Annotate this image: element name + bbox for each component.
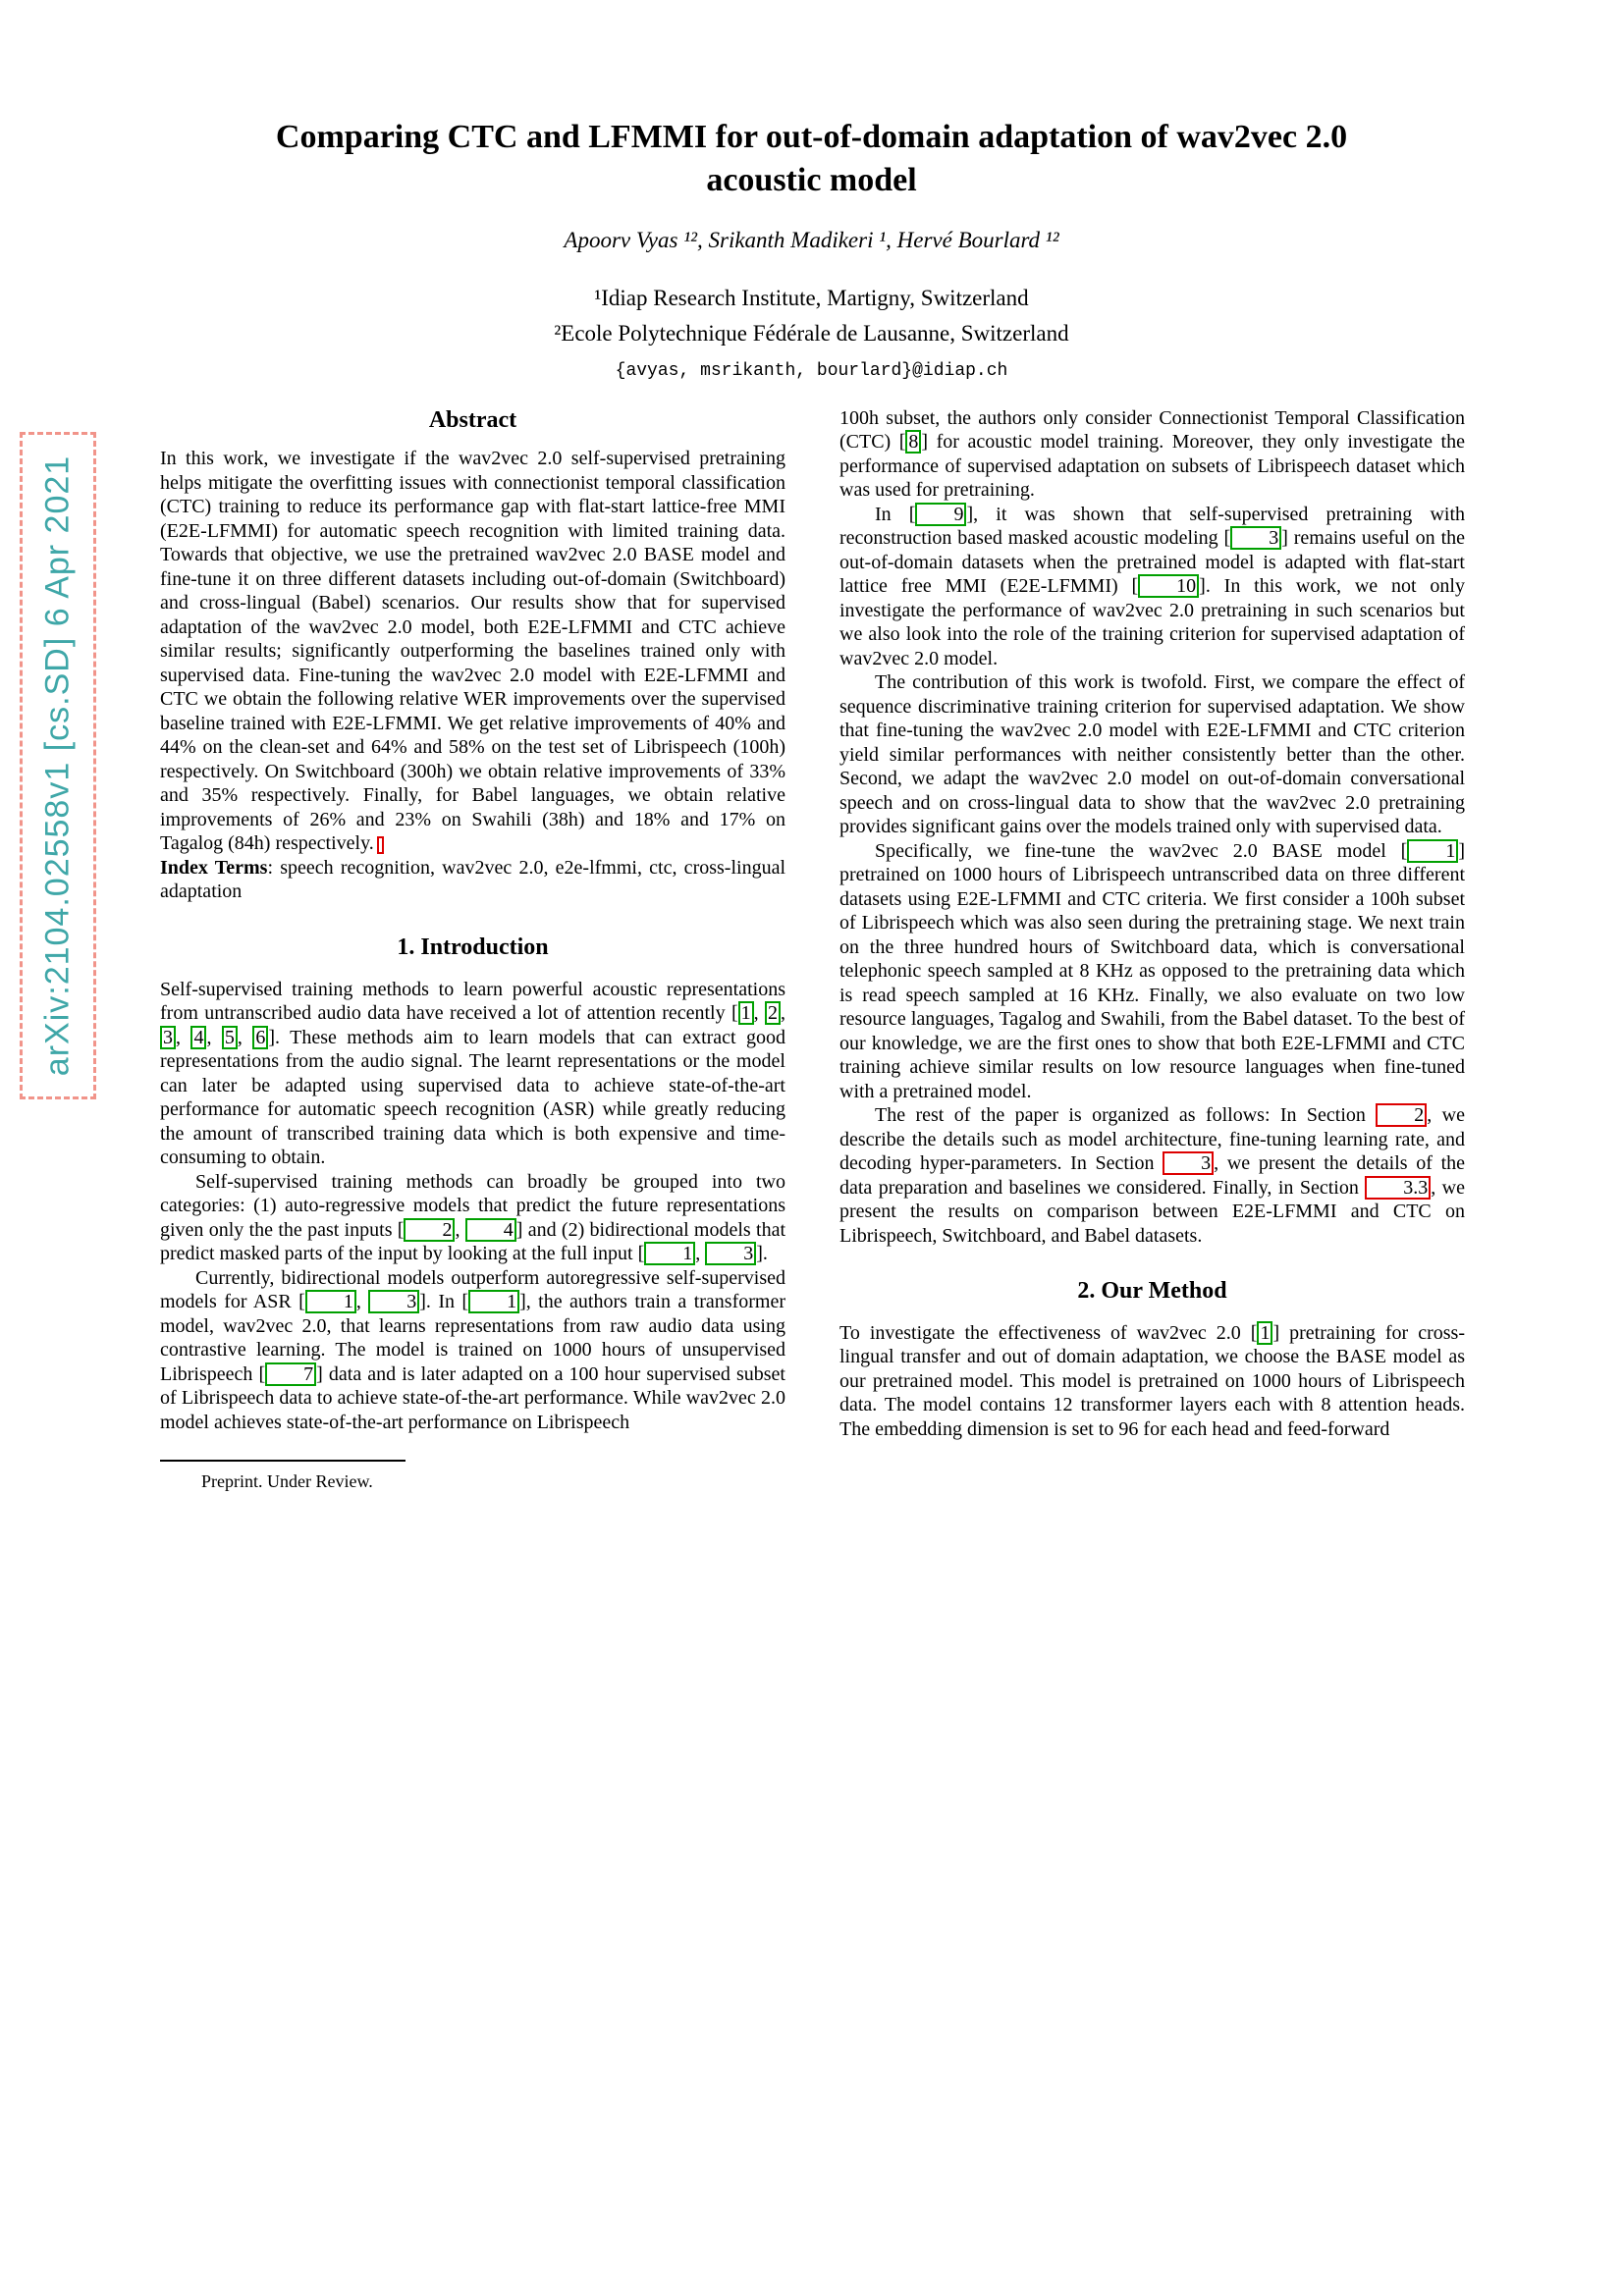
text-run: ] and (2) bidirectional models that predict masked parts of the input by looking at the full input [ <box>160 1218 785 1265</box>
paragraph <box>839 406 1465 503</box>
text-run: ]. In [ <box>419 1291 469 1313</box>
paragraph <box>160 1266 785 1435</box>
citation-link[interactable]: 2 <box>404 1218 455 1242</box>
text-run: , <box>455 1218 465 1241</box>
text-run: ] data and is later adapted on a 100 hour supervised subset of Librispeech data to achieve state-of-the-art performance. While wav2vec 2.0 model achieves state-of-the-art performance on Librispeech <box>160 1362 785 1433</box>
citation-link[interactable]: 7 <box>265 1362 316 1386</box>
citation-link[interactable]: 4 <box>190 1026 206 1049</box>
text-run: ] pretrained on 1000 hours of Librispeech untranscribed data on three different datasets using E2E-LFMMI and CTC criteria. We first consider a 100h subset of Librispeech which was also seen during the pretraining stage. We next train on the three hundred hours of Switchboard data, which is conversational telephonic speech sampled at 8 KHz as opposed to the pretraining data which is read speech sampled at 16 KHz. Finally, we also evaluate on two low resource languages, Tagalog and Swahili, from the Babel dataset. To the best of our knowledge, we are the first ones to show that both E2E-LFMMI and CTC training achieve similar results on low resource languages when fine-tuned with a pretrained model. <box>839 839 1465 1102</box>
citation-link[interactable]: 8 <box>905 430 921 454</box>
paragraph <box>839 670 1465 839</box>
citation-link[interactable]: 2 <box>765 1001 781 1025</box>
right-column <box>839 406 1465 1494</box>
paragraph <box>839 1321 1465 1442</box>
citation-link[interactable]: 1 <box>305 1290 356 1313</box>
citation-link[interactable]: 1 <box>1257 1321 1272 1345</box>
text-run: ] pretraining for cross-lingual transfer and out of domain adaptation, we choose the BASE model as our pretrained model. This model is pretrained on 1000 hours of Librispeech data. The model contains 12 transformer layers each with 8 attention heads. The embedding dimension is set to 96 for each head and feed-forward <box>839 1321 1465 1440</box>
section-heading: 1. Introduction <box>397 934 549 960</box>
citation-link[interactable]: 1 <box>468 1290 519 1313</box>
text-run: , <box>695 1243 706 1265</box>
paragraph <box>160 447 785 856</box>
citation-link[interactable]: 3 <box>1230 526 1281 550</box>
paper-title: Comparing CTC and LFMMI for out-of-domain adaptation of wav2vec 2.0 acoustic model <box>275 119 1348 199</box>
citation-link[interactable]: 10 <box>1138 574 1199 598</box>
paragraph <box>839 1103 1465 1248</box>
citation-link[interactable]: 1 <box>1407 839 1458 863</box>
text-run: The contribution of this work is twofold. First, we compare the effect of sequence discriminative training criterion for supervised adaptation. We show that fine-tuning the wav2vec 2.0 model with E2E-LFMMI and CTC criterion yield similar performances with neither consistently better than the other. Second, we adapt the wav2vec 2.0 model on out-of-domain conversational speech and on cross-lingual data to show that the wav2vec 2.0 pretraining provides significant gains over the models trained only with supervised data. <box>839 671 1465 838</box>
contact-emails: {avyas, msrikanth, bourlard}@idiap.ch <box>615 360 1008 381</box>
text-run: , <box>355 1291 369 1313</box>
section-ref-link[interactable]: 3 <box>1163 1151 1214 1175</box>
index-terms-label: Index Terms <box>160 856 268 879</box>
citation-link[interactable]: 9 <box>915 503 966 526</box>
paragraph <box>160 1170 785 1266</box>
citation-link[interactable]: 3 <box>368 1290 419 1313</box>
text-run: ] remains useful on the out-of-domain datasets when the pretrained model is adapted with flat-start lattice free MMI (E2E-LFMMI) [ <box>839 527 1465 598</box>
section-heading: Abstract <box>428 406 517 433</box>
text-run: 100h subset, the authors only consider Connectionist Temporal Classification (CTC) [ <box>839 406 1465 454</box>
citation-link[interactable]: 3 <box>160 1026 176 1049</box>
paragraph <box>160 978 785 1170</box>
arxiv-stamp-text: arXiv:2104.02558v1 [cs.SD] 6 Apr 2021 <box>38 454 77 1077</box>
text-run: The rest of the paper is organized as follows: In Section <box>875 1104 1377 1127</box>
paper-authors: Apoorv Vyas ¹², Srikanth Madikeri ¹, Hervé Bourlard ¹² <box>564 228 1059 253</box>
text-run: , we describe the details such as model architecture, fine-tuning learning rate, and decoding hyper-parameters. In Section <box>839 1104 1465 1175</box>
text-run: ]. <box>756 1243 768 1265</box>
arxiv-watermark <box>20 432 96 1099</box>
text-run: ], the authors train a transformer model, wav2vec 2.0, that learns representations from raw audio data using contrastive learning. The model is trained on 1000 hours of unsupervised Librispeech [ <box>160 1291 785 1385</box>
footnote-text: Preprint. Under Review. <box>201 1471 373 1492</box>
text-run: ], it was shown that self-supervised pretraining with reconstruction based masked acoustic modeling [ <box>839 503 1466 550</box>
citation-link[interactable]: 6 <box>252 1026 268 1049</box>
text-run: In this work, we investigate if the wav2vec 2.0 self-supervised pretraining helps mitigate the overfitting issues with connectionist temporal classification (CTC) training to reduce its performance gap with flat-start lattice-free MMI (E2E-LFMMI) for automatic speech recognition with limited training data. Towards that objective, we use the pretrained wav2vec 2.0 BASE model and fine-tune it on three different datasets including out-of-domain (Switchboard) and cross-lingual (Babel) scenarios. Our results show that for supervised adaptation of the wav2vec 2.0 model, both E2E-LFMMI and CTC achieve similar results; significantly outperforming the baselines trained only with supervised data. Fine-tuning the wav2vec 2.0 model with E2E-LFMMI and CTC we obtain the following relative WER improvements over the supervised baseline trained with E2E-LFMMI. We get relative improvements of 40% and 44% on the clean-set and 64% and 58% on the test set of Librispeech (100h) respectively. On Switchboard (300h) we obtain relative improvements of 33% and 35% respectively. Finally, for Babel languages, we obtain relative improvements of 26% and 23% on Swahili (38h) and 18% and 17% on Tagalog (84h) respectively. <box>160 448 785 855</box>
text-run: , we present the details of the data preparation and baselines we considered. Finally, in Section <box>839 1152 1466 1199</box>
affiliations <box>0 281 1623 350</box>
text-run: ]. These methods aim to learn models that can extract good representations from the audio signal. The learnt representations or the model can later be adapted using supervised data to achieve state-of-the-art performance for automatic speech recognition (ASR) while greatly reducing the amount of transcribed training data which is both expensive and time-consuming to obtain. <box>160 1026 786 1169</box>
text-run: , <box>753 1002 765 1025</box>
text-run: Currently, bidirectional models outperform autoregressive self-supervised models for ASR [ <box>160 1266 785 1313</box>
text-run: ]. In this work, we not only investigate the performance of wav2vec 2.0 pretraining in such scenarios but we also look into the role of the training criterion for supervised adaptation of wav2vec 2.0 model. <box>839 575 1465 669</box>
citation-link[interactable]: 1 <box>644 1242 695 1265</box>
footnote-rule <box>160 1460 406 1462</box>
citation-link[interactable]: 1 <box>738 1001 754 1025</box>
section-ref-link[interactable]: 2 <box>1376 1103 1427 1127</box>
text-run: ] for acoustic model training. Moreover, they only investigate the performance of supervised adaptation on subsets of Librispeech dataset which was used for pretraining. <box>839 431 1465 502</box>
text-run: In [ <box>875 503 916 525</box>
text-run: Self-supervised training methods to learn powerful acoustic representations from untranscribed audio data have received a lot of attention recently [ <box>160 978 785 1025</box>
paragraph <box>160 856 785 904</box>
section-ref-link[interactable]: 3.3 <box>1365 1176 1431 1200</box>
text-run: , we present the results on comparison between E2E-LFMMI and CTC on Librispeech, Switchboard, and Babel datasets. <box>839 1176 1465 1247</box>
text-run: , <box>237 1026 253 1048</box>
two-column-body <box>160 406 1465 1494</box>
citation-link[interactable]: 5 <box>222 1026 238 1049</box>
text-run: To investigate the effectiveness of wav2vec 2.0 [ <box>839 1321 1258 1344</box>
text-run: Self-supervised training methods can broadly be grouped into two categories: (1) auto-regressive models that predict the future representations given only the the past inputs [ <box>160 1170 785 1241</box>
section-heading: 2. Our Method <box>1077 1278 1227 1305</box>
citation-link[interactable]: 4 <box>465 1218 516 1242</box>
footnote-marker-box[interactable] <box>377 836 384 854</box>
affiliation-line-1: ¹Idiap Research Institute, Martigny, Switzerland <box>594 286 1029 311</box>
text-run: Specifically, we fine-tune the wav2vec 2.0 BASE model [ <box>875 839 1408 862</box>
footnote-preprint <box>160 1460 785 1494</box>
paper-header <box>0 0 1623 381</box>
text-run: , <box>781 1002 785 1025</box>
text-run: : speech recognition, wav2vec 2.0, e2e-lfmmi, ctc, cross-lingual adaptation <box>160 856 785 903</box>
paragraph <box>839 839 1465 1104</box>
text-run: , <box>176 1026 191 1048</box>
paragraph <box>839 503 1465 671</box>
affiliation-line-2: ²Ecole Polytechnique Fédérale de Lausanne, Switzerland <box>554 321 1069 347</box>
citation-link[interactable]: 3 <box>705 1242 756 1265</box>
left-column <box>160 406 785 1494</box>
text-run: , <box>206 1026 222 1048</box>
